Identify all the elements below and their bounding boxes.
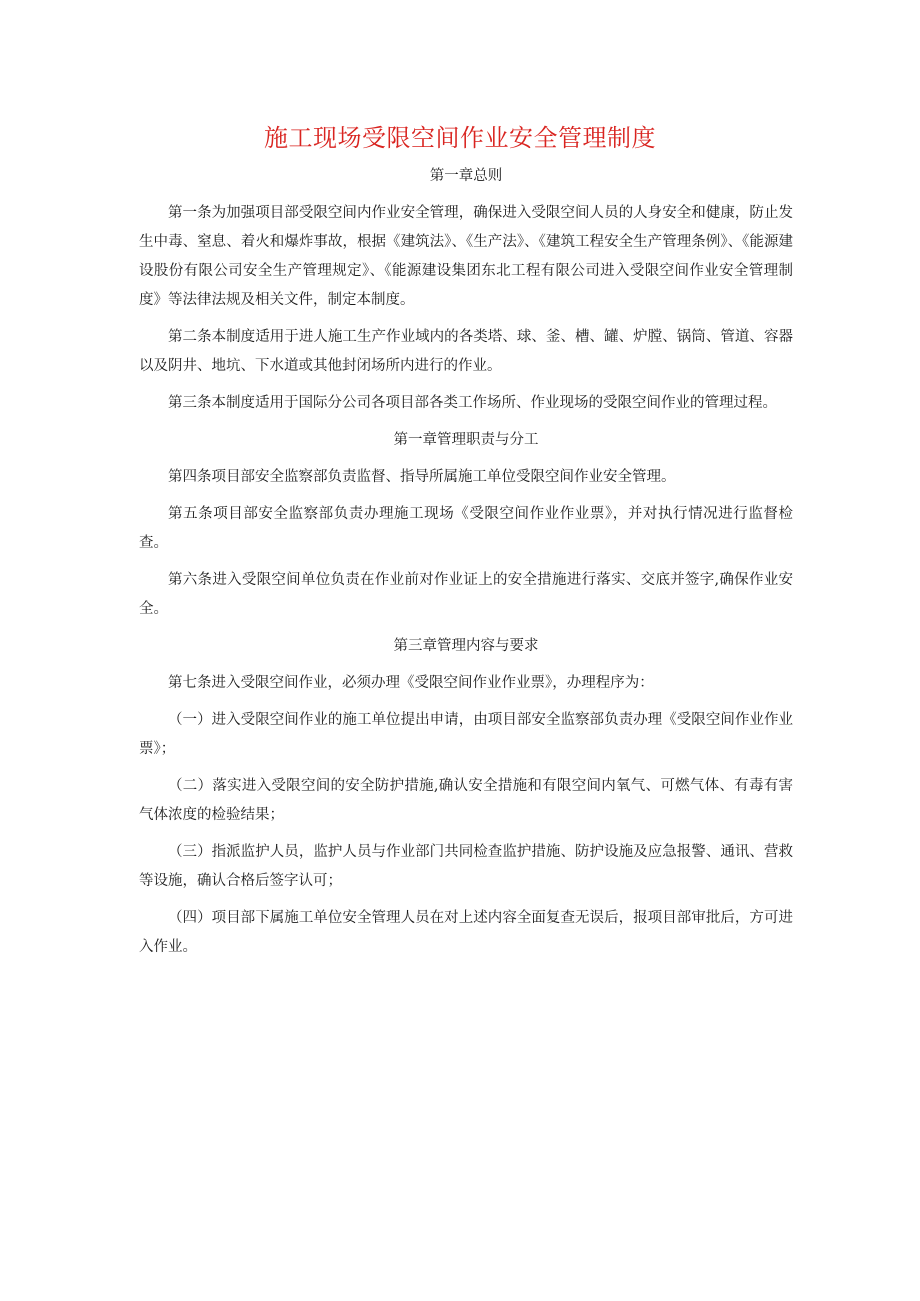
article-paragraph: 第三条本制度适用于国际分公司各项目部各类工作场所、作业现场的受限空间作业的管理过程。 bbox=[168, 395, 777, 411]
article-paragraph: 第一条为加强项目部受限空间内作业安全管理，确保进入受限空间人员的人身安全和健康，防止发生中毒、窒息、着火和爆炸事故，根据《建筑法》、《生产法》、《建筑工程安全生产管理条例》、《能源建设股份有限公司安全生产管理规定》、《能源建设集团东北工程有限公司进入受限空间作业安全管理制度》等法律法规及相关文件，制定本制度。 bbox=[139, 205, 793, 308]
article-paragraph: 第五条项目部安全监察部负责办理施工现场《受限空间作业作业票》，并对执行情况进行监督检查。 bbox=[139, 506, 793, 551]
article-paragraph: 第二条本制度适用于进人施工生产作业域内的各类塔、球、釜、槽、罐、炉膛、锅筒、管道、容器以及阴井、地坑、下水道或其他封闭场所内进行的作业。 bbox=[139, 329, 793, 374]
list-item: （一）进入受限空间作业的施工单位提出申请，由项目部安全监察部负责办理《受限空间作业作业票》； bbox=[139, 712, 793, 757]
article-paragraph: 第七条进入受限空间作业，必须办理《受限空间作业作业票》，办理程序为： bbox=[168, 675, 654, 691]
document-body bbox=[139, 162, 793, 970]
list-item: （四）项目部下属施工单位安全管理人员在对上述内容全面复查无误后，报项目部审批后，方可进入作业。 bbox=[139, 910, 793, 955]
document-title: 施工现场受限空间作业安全管理制度 bbox=[264, 124, 656, 152]
chapter-heading: 第三章管理内容与要求 bbox=[393, 638, 539, 654]
chapter-heading: 第一章管理职责与分工 bbox=[393, 432, 539, 448]
list-item: （三）指派监护人员，监护人员与作业部门共同检查监护措施、防护设施及应急报警、通讯、营救等设施，确认合格后签字认可； bbox=[139, 844, 793, 889]
chapter-heading: 第一章总则 bbox=[429, 168, 503, 184]
article-paragraph: 第四条项目部安全监察部负责监督、指导所属施工单位受限空间作业安全管理。 bbox=[168, 469, 676, 485]
list-item: （二）落实进入受限空间的安全防护措施,确认安全措施和有限空间内氧气、可燃气体、有毒有害气体浓度的检验结果； bbox=[139, 778, 793, 823]
article-paragraph: 第六条进入受限空间单位负责在作业前对作业证上的安全措施进行落实、交底并签字,确保作业安全。 bbox=[139, 572, 793, 617]
